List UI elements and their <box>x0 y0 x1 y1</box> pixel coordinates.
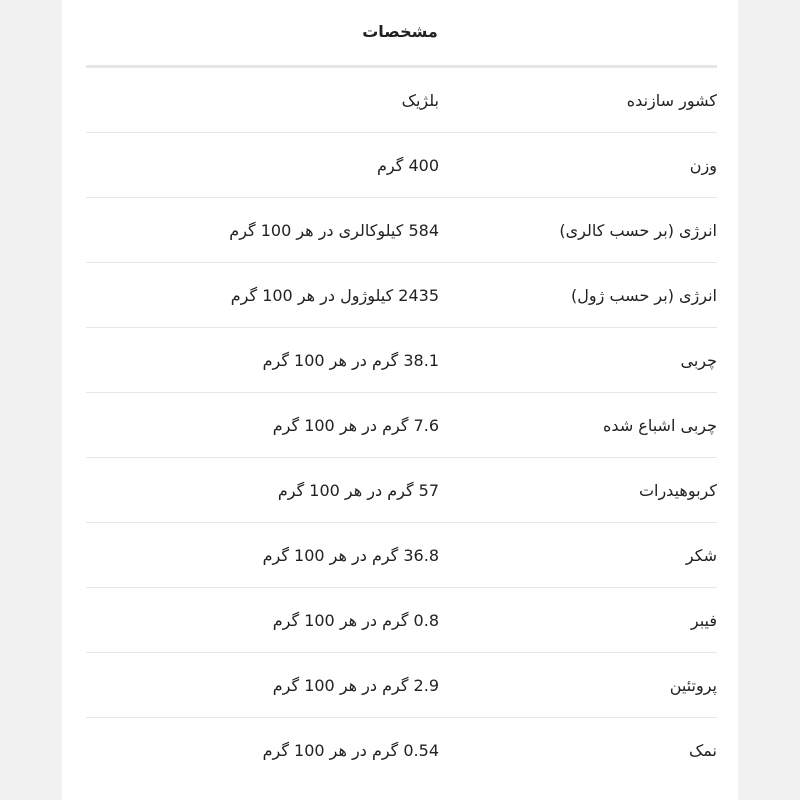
spec-row-fiber <box>86 588 717 653</box>
spec-value: 0.8 گرم در هر 100 گرم <box>272 610 439 630</box>
spec-row-carbohydrate <box>86 458 717 523</box>
spec-row-salt <box>86 718 717 782</box>
spec-label: فیبر <box>690 610 717 630</box>
spec-label: چربی اشباع شده <box>603 415 717 435</box>
spec-row-country <box>86 68 717 133</box>
spec-label: چربی <box>680 350 717 370</box>
spec-label: کشور سازنده <box>626 90 717 110</box>
spec-label: وزن <box>689 155 717 175</box>
specifications-table <box>86 65 717 782</box>
spec-value: 584 کیلوکالری در هر 100 گرم <box>229 220 439 240</box>
specifications-title: مشخصات <box>362 21 438 41</box>
spec-label: کربوهیدرات <box>638 480 717 500</box>
spec-row-weight <box>86 133 717 198</box>
spec-value: 2.9 گرم در هر 100 گرم <box>272 675 439 695</box>
spec-label: انرژی (بر حسب ژول) <box>571 285 717 305</box>
spec-value: 36.8 گرم در هر 100 گرم <box>262 545 439 565</box>
spec-row-protein <box>86 653 717 718</box>
spec-value: 0.54 گرم در هر 100 گرم <box>262 740 439 760</box>
spec-row-fat <box>86 328 717 393</box>
spec-row-energy-calories <box>86 198 717 263</box>
spec-value: 7.6 گرم در هر 100 گرم <box>272 415 439 435</box>
spec-row-energy-joules <box>86 263 717 328</box>
specifications-panel <box>62 0 738 800</box>
spec-row-sugar <box>86 523 717 588</box>
spec-label: نمک <box>688 740 717 760</box>
spec-value: 38.1 گرم در هر 100 گرم <box>262 350 439 370</box>
spec-label: شکر <box>685 545 717 565</box>
spec-label: انرژی (بر حسب کالری) <box>559 220 717 240</box>
spec-value: 400 گرم <box>377 155 439 175</box>
spec-value: 2435 کیلوژول در هر 100 گرم <box>230 285 439 305</box>
spec-row-saturated-fat <box>86 393 717 458</box>
spec-value: بلژیک <box>401 90 439 110</box>
spec-value: 57 گرم در هر 100 گرم <box>277 480 439 500</box>
spec-label: پروتئین <box>669 675 717 695</box>
